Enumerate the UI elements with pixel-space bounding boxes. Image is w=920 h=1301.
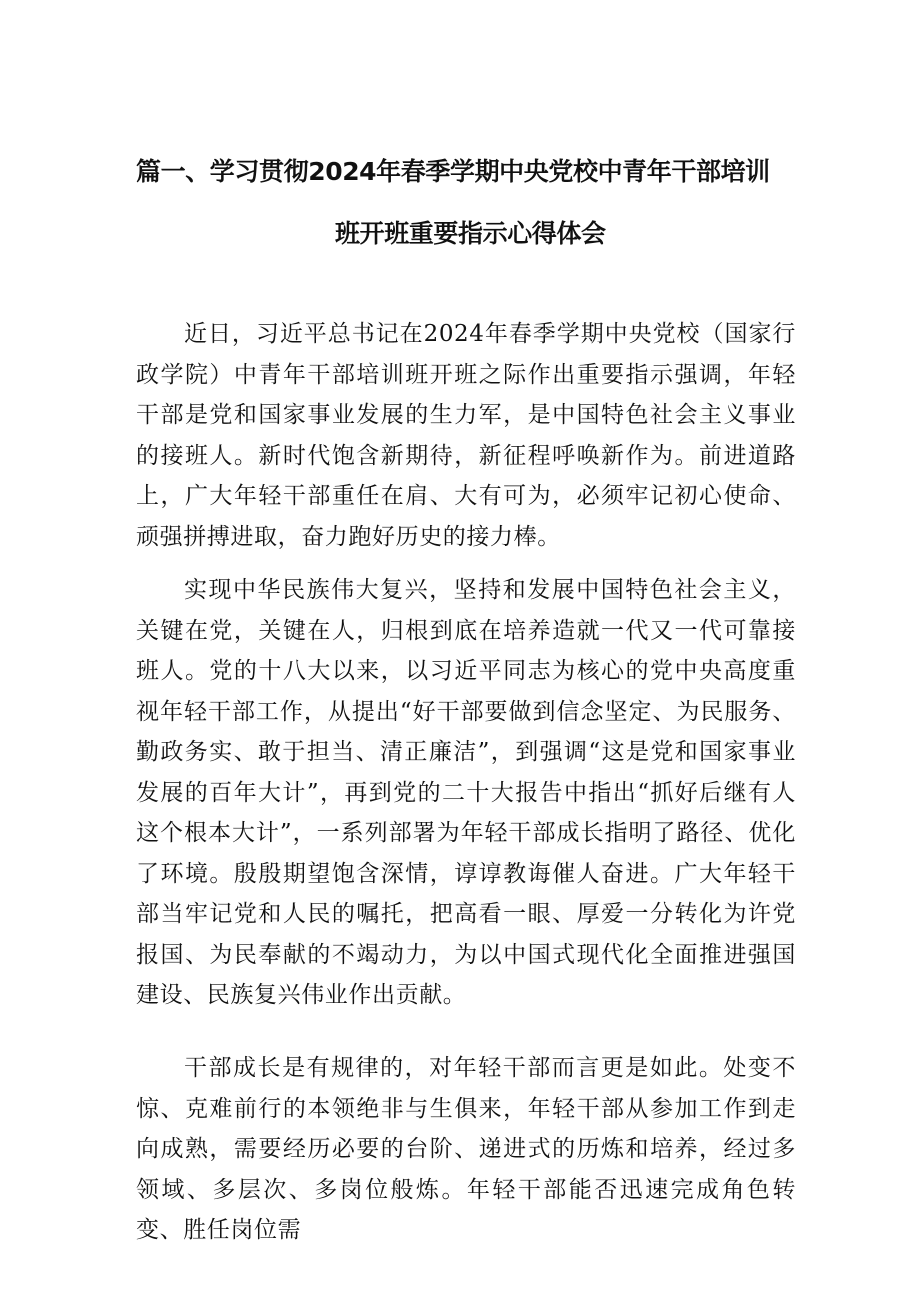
document-title-line-2: 班开班重要指示心得体会 [335, 219, 606, 248]
paragraph-3: 干部成长是有规律的，对年轻干部而言更是如此。处变不惊、克难前行的本领绝非与生俱来，年轻干部从参加工作到走向成熟，需要经历必要的台阶、递进式的历炼和培养，经过多领域、多层次、多岗位般炼。年轻干部能否迅速完成角色转变、胜任岗位需 [136, 1055, 796, 1243]
paragraph-2: 实现中华民族伟大复兴，坚持和发展中国特色社会主义，关键在党，关键在人，归根到底在培养造就一代又一代可靠接班人。党的十八大以来，以习近平同志为核心的党中央高度重视年轻干部工作，从提出“好干部要做到信念坚定、为民服务、勤政务实、敢于担当、清正廉洁”，到强调“这是党和国家事业发展的百年大计”，再到党的二十大报告中指出“抓好后继有人这个根本大计”，一系列部署为年轻干部成长指明了路径、优化了环境。殷殷期望饱含深情，谆谆教诲催人奋进。广大年轻干部当牢记党和人民的嘱托，把高看一眼、厚爱一分转化为许党报国、为民奉献的不竭动力，为以中国式现代化全面推进强国建设、民族复兴伟业作出贡献。 [136, 577, 796, 1008]
paragraph-3-block [136, 1048, 796, 1251]
paragraph-1: 近日，习近平总书记在2024年春季学期中央党校（国家行政学院）中青年干部培训班开班之际作出重要指示强调，年轻干部是党和国家事业发展的生力军，是中国特色社会主义事业的接班人。新时代饱含新期待，新征程呼唤新作为。前进道路上，广大年轻干部重任在肩、大有可为，必须牢记初心使命、顽强拼搏进取，奋力跑好历史的接力棒。 [136, 321, 796, 550]
document-title-line-1: 篇一、学习贯彻2024年春季学期中央党校中青年干部培训 [136, 157, 770, 186]
paragraph-2-block [136, 570, 796, 1016]
paragraph-1-block [136, 314, 796, 557]
